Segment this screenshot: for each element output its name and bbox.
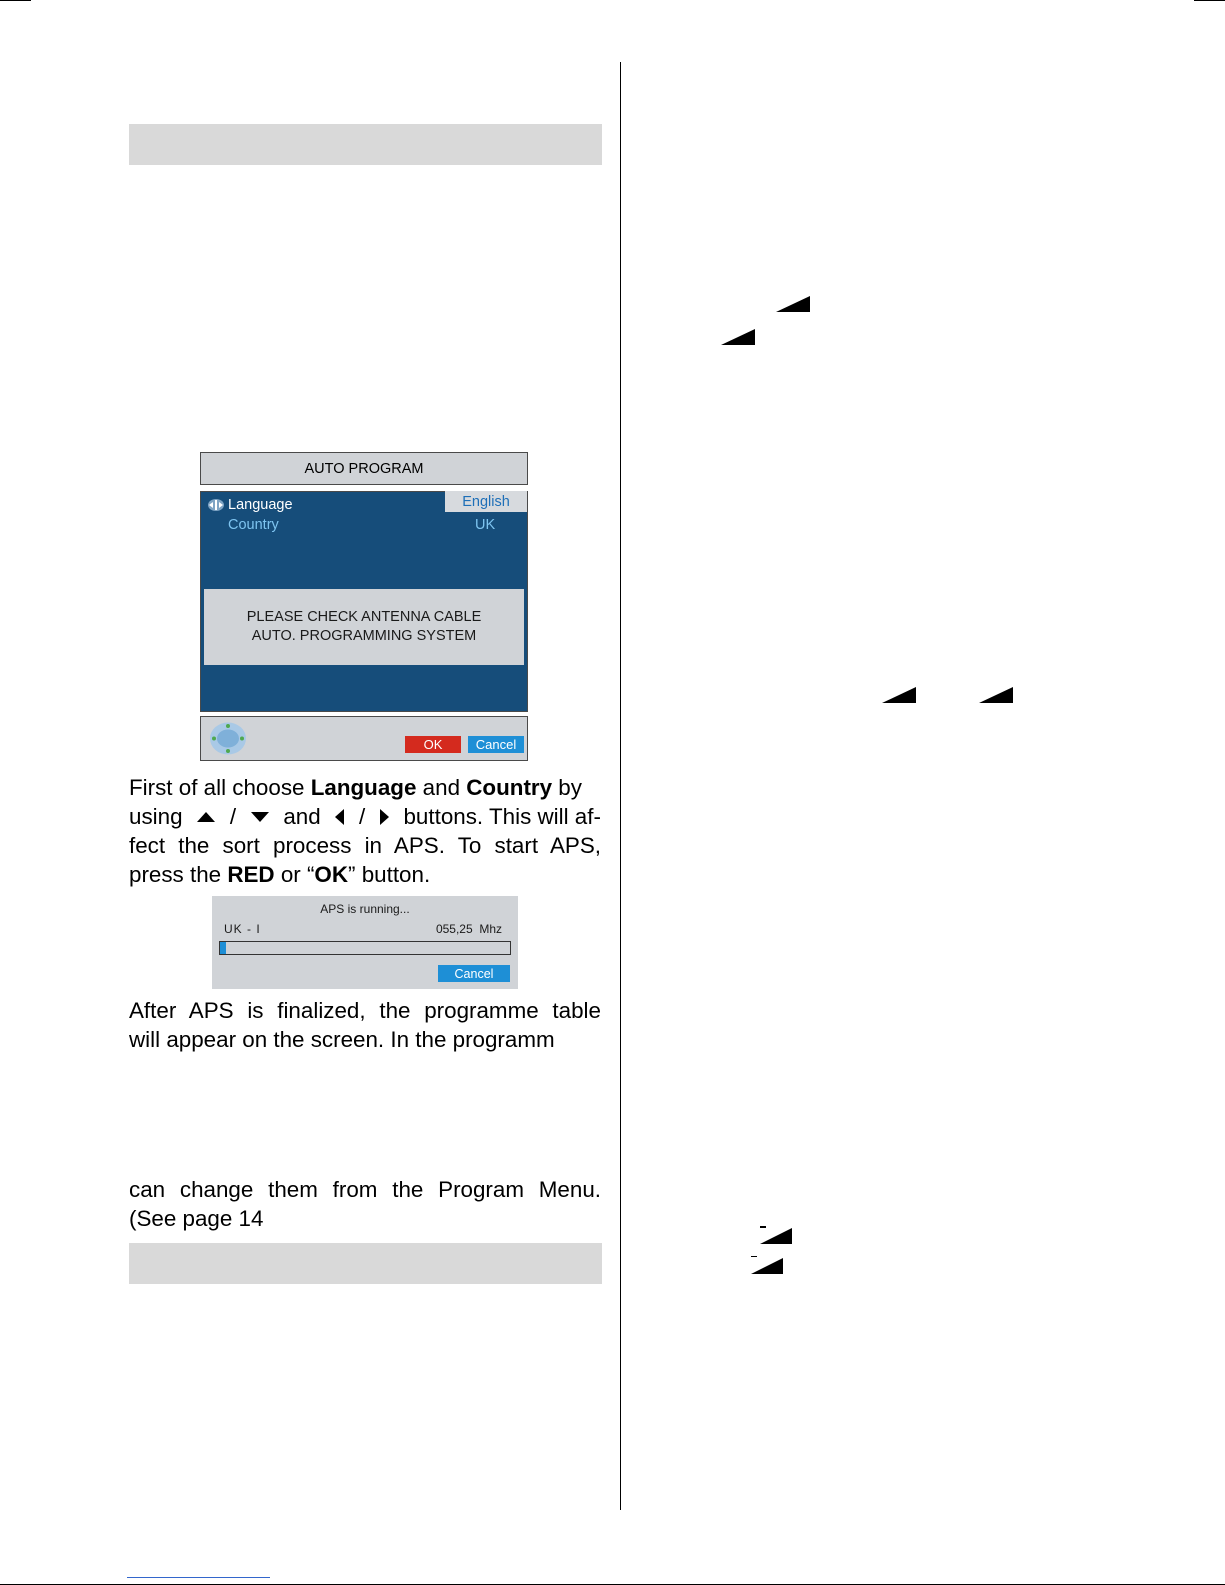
auto-program-panel <box>200 491 528 712</box>
section-heading-band-bottom <box>129 1243 602 1284</box>
crop-mark-top-left <box>0 0 31 1</box>
aps-frequency: 055,25 Mhz <box>435 922 502 936</box>
auto-program-footer <box>200 716 528 761</box>
aps-band: UK - I <box>224 922 261 936</box>
instr-4a: press the <box>129 862 228 887</box>
language-value-field[interactable] <box>445 491 527 512</box>
instr-2-sep-2: / <box>358 804 366 829</box>
instr-2-sep-1: / <box>229 804 237 829</box>
instr-4-red: RED <box>227 862 275 887</box>
left-arrow-icon <box>334 808 345 826</box>
after-aps-line-1: After APS is finalized, the programme table <box>129 998 601 1023</box>
instr-2-and: and <box>283 804 321 829</box>
wedge-mark <box>882 687 916 703</box>
crop-mark-top-right <box>1194 0 1225 1</box>
column-divider <box>620 62 621 1510</box>
country-label: Country <box>228 517 279 533</box>
instr-1b: and <box>416 775 467 800</box>
instr-4b: or “ <box>274 862 315 887</box>
instr-4-ok: OK <box>314 862 349 887</box>
instr-1c: by <box>552 775 582 800</box>
program-menu-paragraph <box>129 1175 601 1233</box>
navigation-pad-icon <box>208 720 248 757</box>
auto-program-title <box>200 452 528 485</box>
instr-1-country: Country <box>466 775 553 800</box>
instr-1-language: Language <box>310 775 417 800</box>
instructions-line-3: fect the sort process in APS. To start APS, <box>129 833 601 858</box>
after-aps-paragraph <box>129 996 601 1054</box>
antenna-message-line-1: PLEASE CHECK ANTENNA CABLE <box>246 609 482 625</box>
antenna-message-line-2: AUTO. PROGRAMMING SYSTEM <box>251 628 477 644</box>
aps-running-dialog <box>212 896 518 989</box>
aps-progress-bar <box>219 941 511 955</box>
auto-program-title-text: AUTO PROGRAM <box>304 460 424 477</box>
wedge-mark <box>760 1226 792 1244</box>
instructions-line-4 <box>129 860 601 889</box>
instructions-line-1 <box>129 773 601 802</box>
wedge-mark <box>776 296 810 312</box>
section-heading-band-top <box>129 124 602 165</box>
aps-cancel-button[interactable] <box>438 965 510 982</box>
country-value[interactable]: UK <box>475 517 496 533</box>
instr-2-suffix: buttons. This will af- <box>403 804 601 829</box>
language-label: Language <box>228 497 293 513</box>
cancel-button-label: Cancel <box>475 737 517 752</box>
instr-2-using: using <box>129 804 183 829</box>
instructions-paragraph <box>129 773 601 889</box>
antenna-message <box>204 589 524 665</box>
instr-4c: ” button. <box>348 862 431 887</box>
wedge-mark <box>751 1256 783 1274</box>
aps-progress-fill <box>220 942 226 954</box>
wedge-mark <box>721 329 755 345</box>
aps-status: APS is running... <box>320 902 410 916</box>
ok-button[interactable] <box>405 736 461 753</box>
footer-link-underline <box>127 1577 270 1578</box>
after-aps-line-2: will appear on the screen. In the programm <box>129 1027 555 1052</box>
right-arrow-icon <box>379 808 390 826</box>
instructions-line-2 <box>129 802 601 831</box>
down-arrow-icon <box>250 811 270 823</box>
wedge-mark <box>979 687 1013 703</box>
aps-cancel-label: Cancel <box>454 966 494 981</box>
ok-button-label: OK <box>423 737 443 752</box>
cancel-button[interactable] <box>468 736 524 753</box>
language-value: English <box>462 493 510 510</box>
up-arrow-icon <box>196 811 216 823</box>
instr-1a: First of all choose <box>129 775 311 800</box>
arrows-icon <box>207 498 225 512</box>
program-menu-line-2: (See page 14 <box>129 1206 264 1231</box>
program-menu-line-1: can change them from the Program Menu. <box>129 1177 601 1202</box>
